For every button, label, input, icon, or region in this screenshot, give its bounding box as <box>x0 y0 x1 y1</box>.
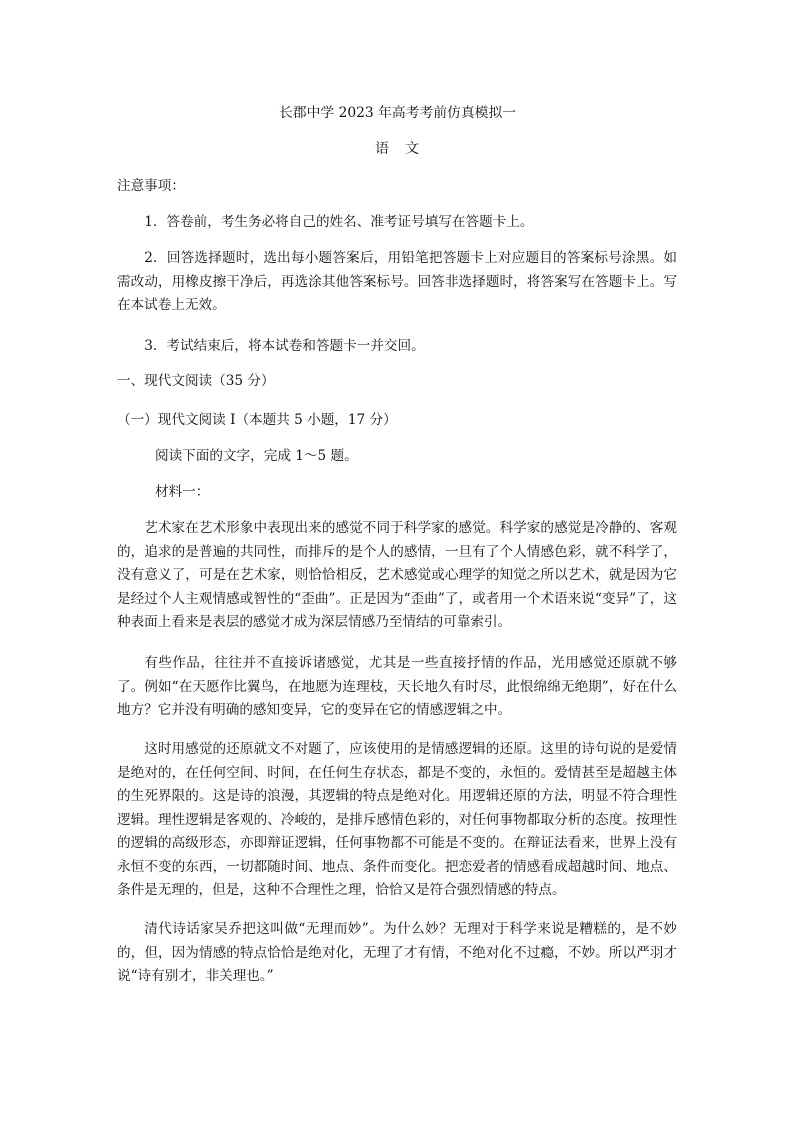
reading-instruction: 阅读下面的文字，完成 1～5 题。 <box>155 448 358 464</box>
material-paragraph-3: 这时用感觉的还原就文不对题了，应该使用的是情感逻辑的还原。这里的诗句说的是爱情是绝对的，在任何空间、时间，在任何生存状态，都是不变的，永恒的。爱情甚至是超越主体的生死界限的。这是诗的浪漫，其逻辑的特点是绝对化。用逻辑还原的方法，明显不符合理性逻辑。理性逻辑是客观的、冷峻的，是排斥感情色彩的，对任何事物都取分析的态度。按理性的逻辑的高级形态，亦即辩证逻辑，任何事物都不可能是不变的。在辩证法看来，世界上没有永恒不变的东西，一切都随时间、地点、条件而变化。把恋爱者的情感看成超越时间、地点、条件是无理的，但是，这种不合理性之理，恰恰又是符合强烈情感的特点。 <box>117 741 677 898</box>
material-paragraph-4: 清代诗话家吴乔把这叫做“无理而妙”。为什么妙？无理对于科学来说是糟糕的，是不妙的，但，因为情感的特点恰恰是绝对化，无理了才有情，不绝对化不过瘾，不妙。所以严羽才说“诗有别才，非关理也。” <box>117 921 677 984</box>
subject-title: 语 文 <box>375 141 420 157</box>
notice-heading: 注意事项： <box>117 178 185 194</box>
notice-item-3: 3．考试结束后，将本试卷和答题卡一并交回。 <box>144 338 425 354</box>
material-paragraph-1: 艺术家在艺术形象中表现出来的感觉不同于科学家的感觉。科学家的感觉是冷静的、客观的，追求的是普遍的共同性，而排斥的是个人的感情，一旦有了个人情感色彩，就不科学了，没有意义了，可是在艺术家，则恰恰相反，艺术感觉或心理学的知觉之所以艺术，就是因为它是经过个人主观情感或智性的“歪曲”。正是因为“歪曲”了，或者用一个术语来说“变异”了，这种表面上看来是表层的感觉才成为深层情感乃至情结的可靠索引。 <box>117 520 677 630</box>
notice-item-2: 2．回答选择题时，选出每小题答案后，用铅笔把答题卡上对应题目的答案标号涂黑。如需改动，用橡皮擦干净后，再选涂其他答案标号。回答非选择题时，将答案写在答题卡上。写在本试卷上无效。 <box>117 250 677 313</box>
notice-item-1: 1．答卷前，考生务必将自己的姓名、准考证号填写在答题卡上。 <box>144 214 534 230</box>
section-subheading: （一）现代文阅读 I（本题共 5 小题，17 分） <box>117 412 397 428</box>
material-label: 材料一： <box>155 484 210 500</box>
material-paragraph-2: 有些作品，往往并不直接诉诸感觉，尤其是一些直接抒情的作品，光用感觉还原就不够了。例如“在天愿作比翼鸟，在地愿为连理枝，天长地久有时尽，此恨绵绵无绝期”，好在什么地方？它并没有明确的感知变异，它的变异在它的情感逻辑之中。 <box>117 655 677 718</box>
section-heading: 一、现代文阅读（35 分） <box>117 373 275 389</box>
exam-title: 长郡中学 2023 年高考考前仿真模拟一 <box>279 105 517 121</box>
